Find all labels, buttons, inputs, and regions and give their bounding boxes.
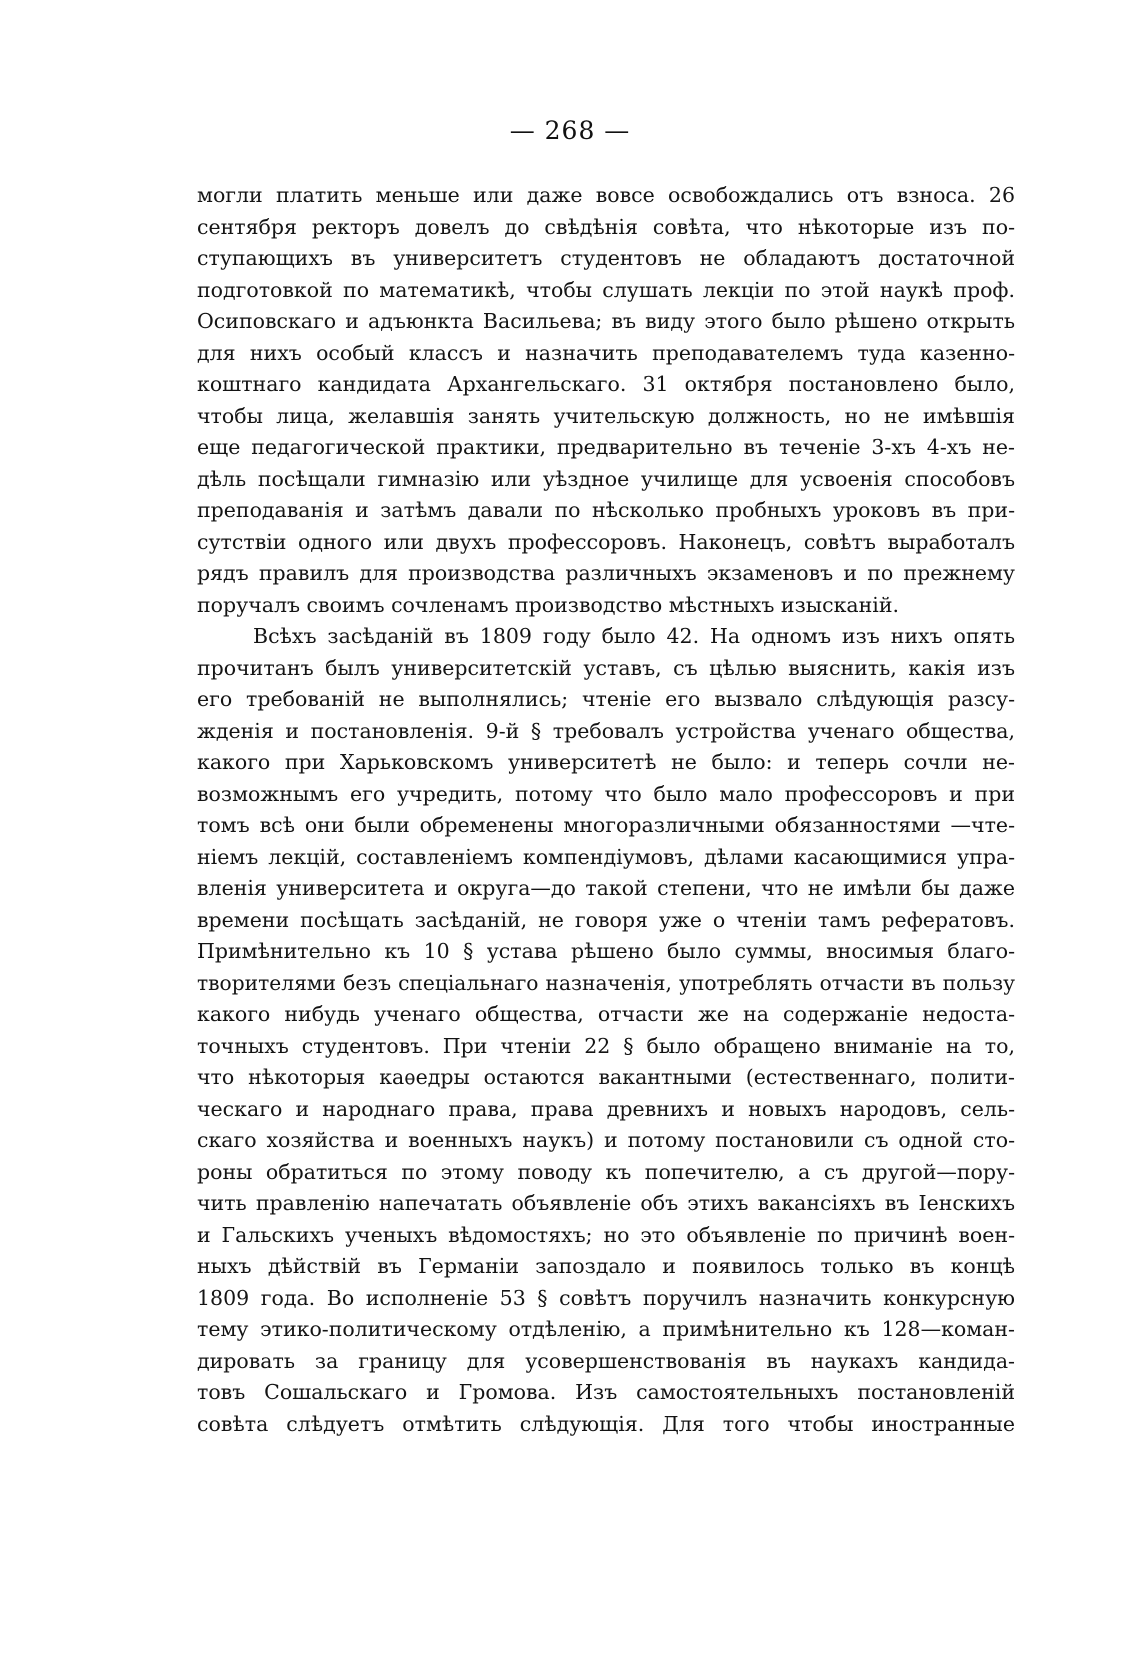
text-line: для нихъ особый классъ и назначить преподавателемъ туда казенно- [197,340,1015,365]
text-line: еще педагогической практики, предварительно въ теченіе 3-хъ 4-хъ не- [197,435,1015,459]
text-line: возможнымъ его учредить, потому что было мало профессоровъ и при [197,781,1015,806]
text-line: чить правленію напечатать объявленіе объ этихъ вакансіяхъ въ Іенскихъ [197,1191,1015,1215]
page-number: — 268 — [509,116,631,145]
text-line: ныхъ дѣйствій въ Германіи запоздало и появилось только въ концѣ [197,1254,1015,1278]
paragraph-2 [197,621,1015,1440]
text-line: рядъ правилъ для производства различныхъ экзаменовъ и по прежнему [197,561,1015,585]
text-line: преподаванія и затѣмъ давали по нѣсколько пробныхъ уроковъ въ при- [197,498,1015,522]
text-line: что нѣкоторыя каѳедры остаются вакантными (естественнаго, полити- [197,1065,1015,1089]
text-line: коштнаго кандидата Архангельскаго. 31 октября постановлено было, [197,372,1015,396]
text-line: товъ Сошальскаго и Громова. Изъ самостоятельныхъ постановленій [197,1380,1015,1404]
text-line: томъ всѣ они были обременены многоразличными обязанностями —чте- [197,813,1015,837]
text-line: роны обратиться по этому поводу къ попечителю, а съ другой—пору- [197,1159,1015,1184]
text-line: какого нибудь ученаго общества, отчасти же на содержаніе недоста- [197,1002,1015,1026]
text-line: ческаго и народнаго права, права древнихъ и новыхъ народовъ, сель- [197,1096,1015,1121]
text-line: времени посѣщать засѣданій, не говоря уже о чтеніи тамъ рефератовъ. [197,907,1015,932]
text-line: Всѣхъ засѣданій въ 1809 году было 42. На одномъ изъ нихъ опять [253,624,1015,648]
text-line: скаго хозяйства и военныхъ наукъ) и потому постановили съ одной сто- [197,1128,1015,1152]
text-line: жденія и постановленія. 9-й § требовалъ устройства ученаго общества, [197,718,1015,743]
paragraph-1 [197,180,1015,621]
text-line: точныхъ студентовъ. При чтеніи 22 § было обращено вниманіе на то, [197,1033,1015,1058]
text-line: подготовкой по математикѣ, чтобы слушать лекціи по этой наукѣ проф. [197,277,1015,302]
text-line: 1809 года. Во исполненіе 53 § совѣтъ поручилъ назначить конкурсную [197,1285,1015,1310]
text-line: поручалъ своимъ сочленамъ производство мѣстныхъ изысканій. [197,592,900,617]
text-line: дѣль посѣщали гимназію или уѣздное училище для усвоенія способовъ [197,466,1015,491]
text-line: Примѣнительно къ 10 § устава рѣшено было суммы, вносимыя благо- [197,939,1015,963]
text-line: его требованій не выполнялись; чтеніе его вызвало слѣдующія разсу- [197,687,1015,711]
text-line: Осиповскаго и адъюнкта Васильева; въ виду этого было рѣшено открыть [197,309,1015,333]
text-line: чтобы лица, желавшія занять учительскую должность, но не имѣвшія [197,403,1015,428]
text-line: ступающихъ въ университетъ студентовъ не обладаютъ достаточной [197,246,1015,270]
text-line: какого при Харьковскомъ университетѣ не было: и теперь сочли не- [197,750,1015,774]
text-line: ніемъ лекцій, составленіемъ компендіумовъ, дѣлами касающимися упра- [197,844,1015,869]
text-line: сутствіи одного или двухъ профессоровъ. Наконецъ, совѣтъ выработалъ [197,529,1015,554]
text-line: дировать за границу для усовершенствованія въ наукахъ кандида- [197,1348,1015,1373]
text-line: сентября ректоръ довелъ до свѣдѣнія совѣта, что нѣкоторые изъ по- [197,214,1015,239]
text-line: и Гальскихъ ученыхъ вѣдомостяхъ; но это объявленіе по причинѣ воен- [197,1222,1015,1247]
text-line: совѣта слѣдуетъ отмѣтить слѣдующія. Для того чтобы иностранные [197,1411,1015,1436]
text-line: творителями безъ спеціальнаго назначенія, употреблять отчасти въ пользу [197,970,1015,995]
text-line: прочитанъ былъ университетскій уставъ, съ цѣлью выяснить, какія изъ [197,655,1015,680]
text-line: тему этико-политическому отдѣленію, а примѣнительно къ 128—коман- [197,1317,1015,1341]
body-text [197,180,1015,1440]
text-line: вленія университета и округа—до такой степени, что не имѣли бы даже [197,876,1015,900]
text-line: могли платить меньше или даже вовсе освобождались отъ взноса. 26 [197,183,1015,207]
